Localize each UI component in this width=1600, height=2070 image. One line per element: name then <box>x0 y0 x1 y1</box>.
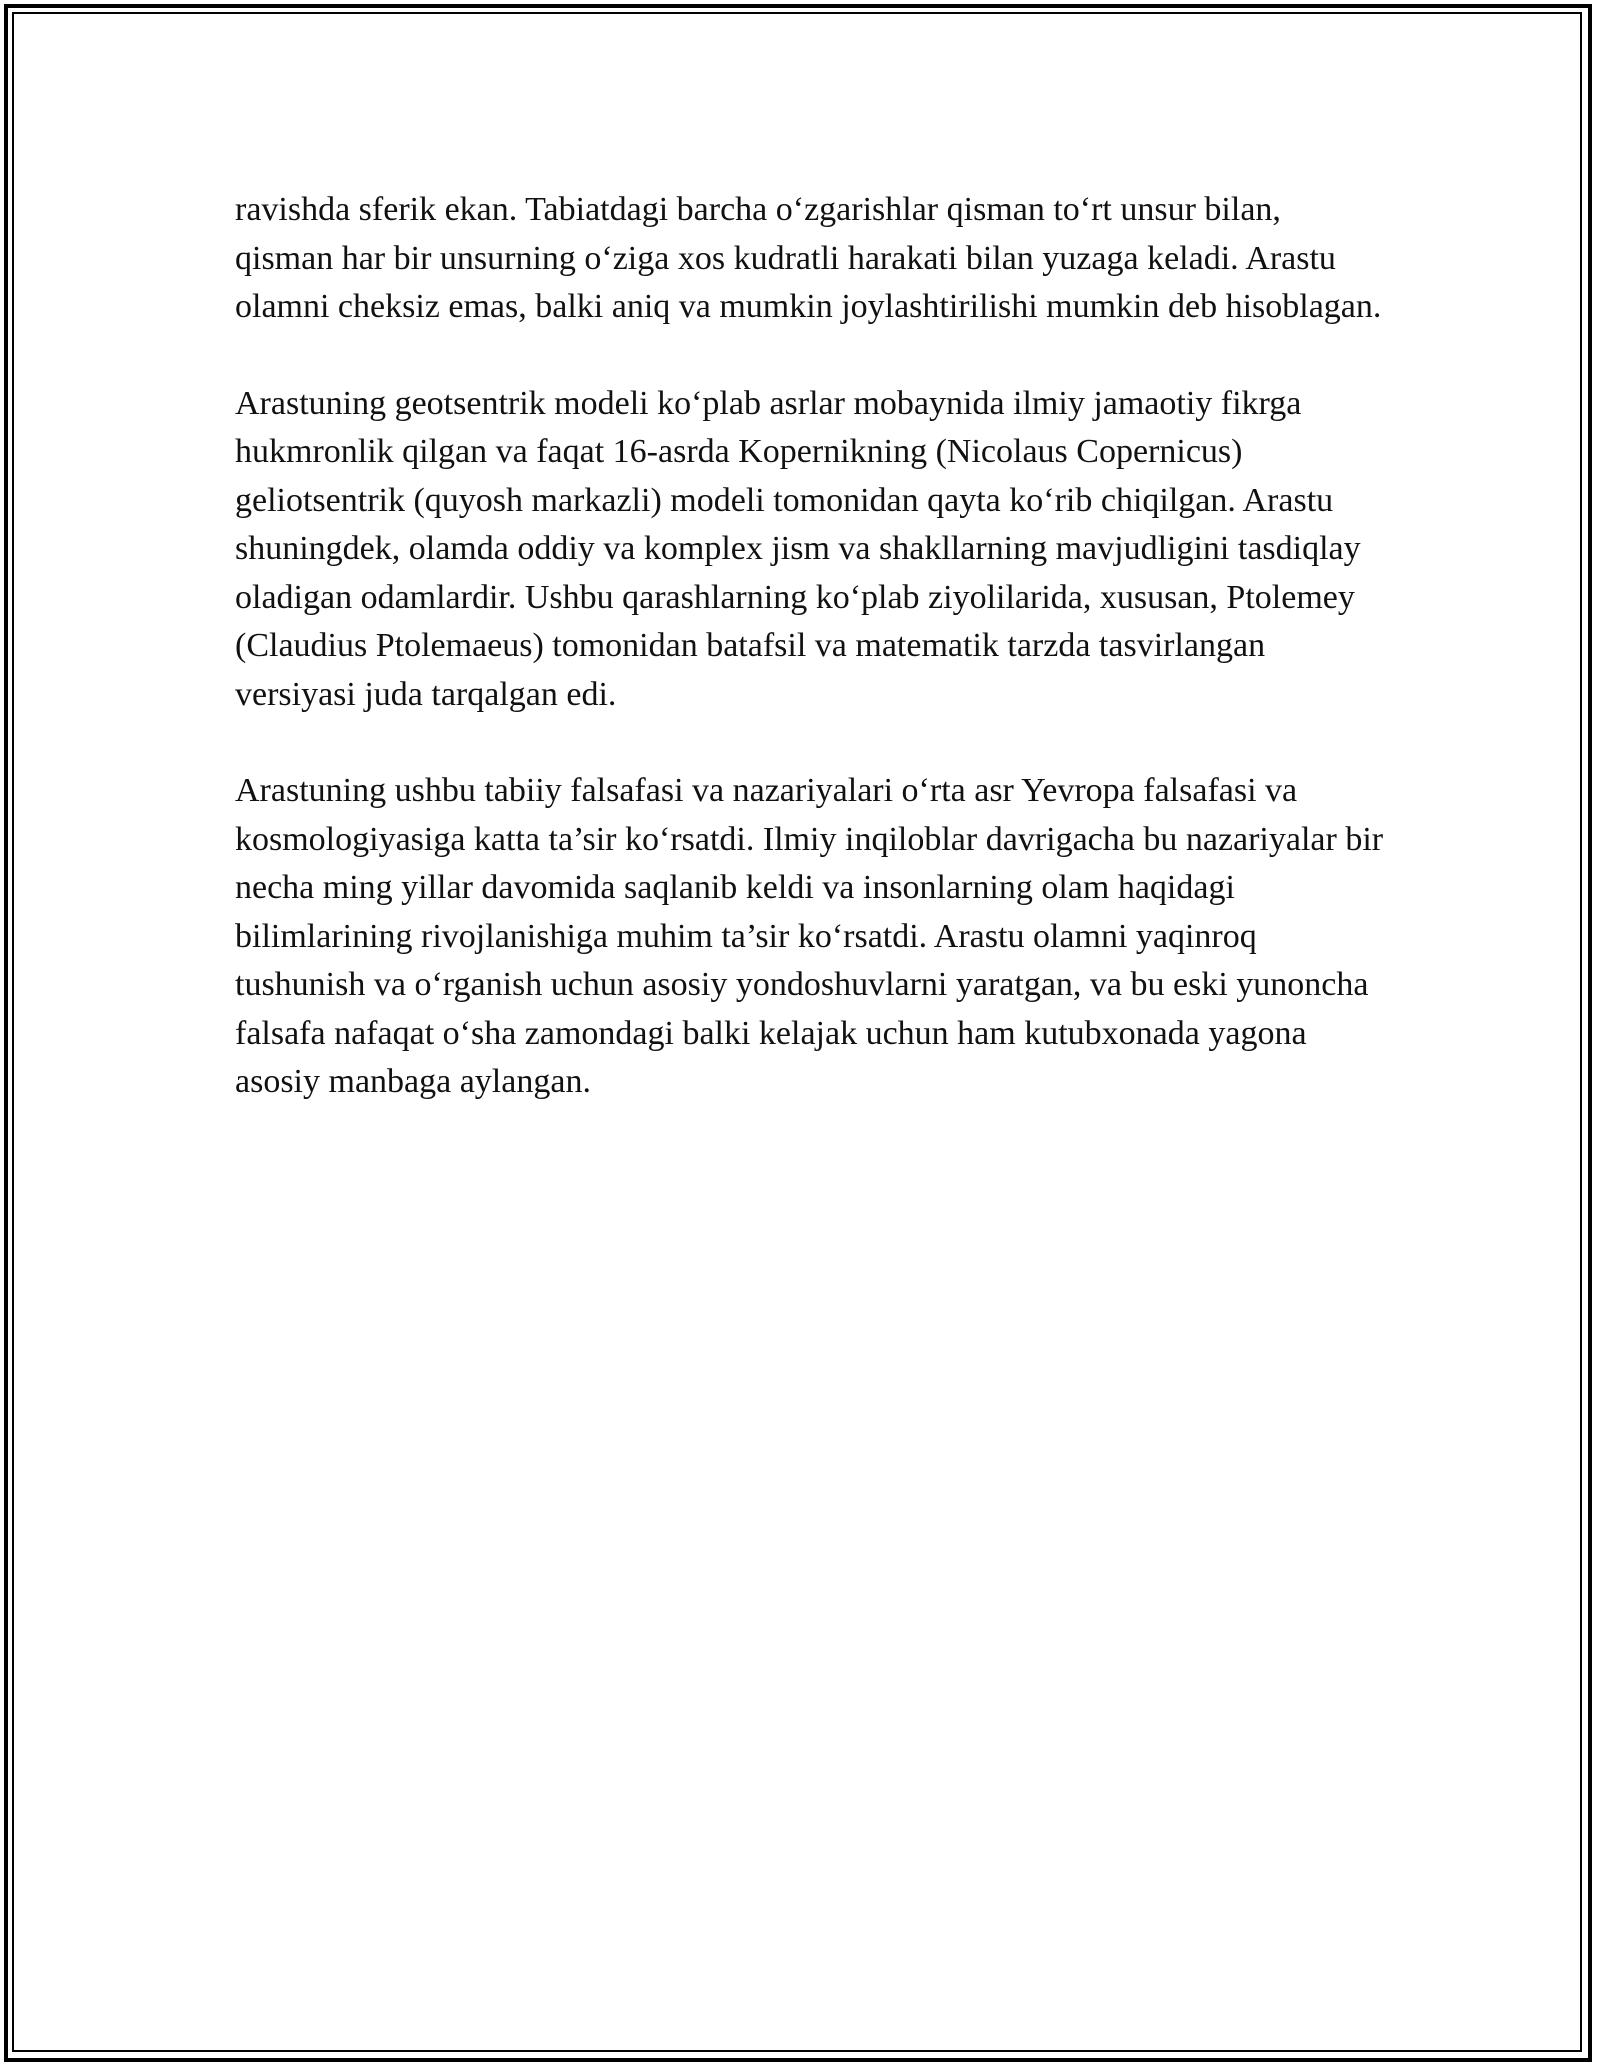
document-body <box>235 186 1385 1155</box>
paragraph-2: Arastuning geotsentrik modeli ko‘plab asrlar mobaynida ilmiy jamaotiy fikrga hukmronlik qilgan va faqat 16-asrda Kopernikning (Nicolaus Copernicus) geliotsentrik (quyosh markazli) modeli tomonidan qayta ko‘rib chiqilgan. Arastu shuningdek, olamda oddiy va komplex jism va shakllarning mavjudligini tasdiqlay oladigan odamlardir. Ushbu qarashlarning ko‘plab ziyolilarida, xususan, Ptolemey (Claudius Ptolemaeus) tomonidan batafsil va matematik tarzda tasvirlangan versiyasi juda tarqalgan edi. <box>235 384 1361 713</box>
paragraph-1: ravishda sferik ekan. Tabiatdagi barcha o‘zgarishlar qisman to‘rt unsur bilan, qisman har bir unsurning o‘ziga xos kudratli harakati bilan yuzaga keladi. Arastu olamni cheksiz emas, balki aniq va mumkin joylashtirilishi mumkin deb hisoblagan. <box>235 191 1382 325</box>
paragraph-3: Arastuning ushbu tabiiy falsafasi va nazariyalari o‘rta asr Yevropa falsafasi va kosmologiyasiga katta ta’sir ko‘rsatdi. Ilmiy inqiloblar davrigacha bu nazariyalar bir necha ming yillar davomida saqlanib keldi va insonlarning olam haqidagi bilimlarining rivojlanishiga muhim ta’sir ko‘rsatdi. Arastu olamni yaqinroq tushunish va o‘rganish uchun asosiy yondoshuvlarni yaratgan, va bu eski yunoncha falsafa nafaqat o‘sha zamondagi balki kelajak uchun ham kutubxonada yagona asosiy manbaga aylangan. <box>235 772 1384 1100</box>
